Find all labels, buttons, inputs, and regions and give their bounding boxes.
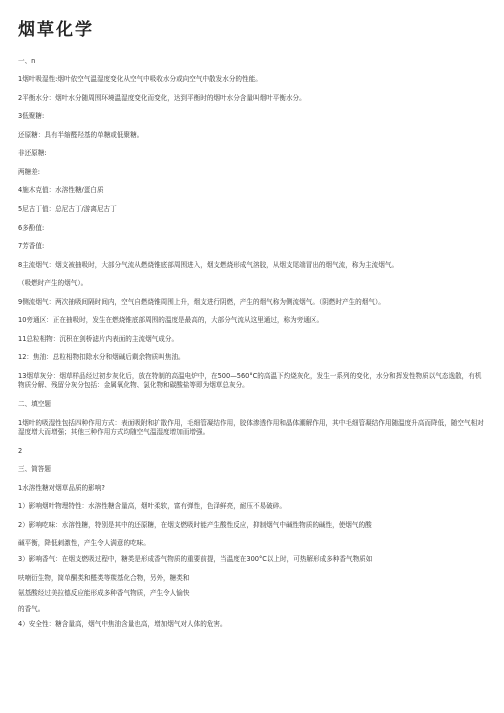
paragraph: 6多酚值: <box>18 223 45 232</box>
paragraph: 呋喃衍生物，简单酮类和醛类等羰基化合物，另外，糖类和 <box>18 573 190 582</box>
paragraph: 二、填空题 <box>18 400 51 409</box>
paragraph: 2平衡水分：烟叶水分随周围环境温湿度变化而变化，达到平衡时的烟叶水分含量叫烟叶平衡水分。 <box>18 93 306 102</box>
paragraph: 1）影响烟叶物理特性：水溶性糖含量高，烟叶柔软，富有弹性，色泽鲜亮，耐压不易破碎。 <box>18 502 286 511</box>
paragraph: 13烟草灰分：烟草样品经过初步灰化后，放在特制的高温电炉中，在500—560°C的高温下灼烧灰化，发生一系列的变化，水分和挥发性物质以气态逸散，有机物质分解、残留分灰分包括：金属氧化物、氯化物和碳酸盐等即为烟草总灰分。 <box>18 371 482 390</box>
paragraph: 1烟叶吸湿性:烟叶依空气温湿度变化从空气中吸收水分或向空气中散发水分的性能。 <box>18 75 262 84</box>
paragraph: 一、n <box>18 56 36 65</box>
paragraph: 8主流烟气：烟支被抽吸时，大部分气流从燃烧锥底部周围进入，烟支燃烧形成气溶胶，从烟支尾端冒出的烟气流，称为主流烟气。 <box>18 260 399 269</box>
paragraph: 1烟叶的吸湿性包括四种作用方式：表面吸附和扩散作用，毛细管凝结作用，胶体渗透作用和晶体潮解作用，其中毛细管凝结作用随温度升高而降低，随空气相对湿度增大而增强；其他三种作用方式均随空气温湿度增加而增强。 <box>18 418 484 437</box>
paragraph: 12：焦油：总粒相物扣除水分和烟碱后剩余物质叫焦油。 <box>18 353 185 362</box>
paragraph: 的香气。 <box>18 604 45 613</box>
paragraph: 2）影响吃味：水溶性糖，特别是其中的还原糖，在烟支燃吸时能产生酸性反应，抑制烟气中碱性物质的碱性，使烟气的酸 <box>18 520 372 529</box>
paragraph: 2 <box>18 446 23 455</box>
paragraph: 7芳香值: <box>18 242 45 251</box>
paragraph: 两糖差: <box>18 167 41 176</box>
paragraph: 三、简答题 <box>18 465 51 474</box>
paragraph: 9侧流烟气：两次抽吸间隔时间内，空气自燃烧锥周围上升，烟支进行阴燃，产生的烟气称为侧流烟气。（阴燃时产生的烟气）。 <box>18 297 385 306</box>
paragraph: 1水溶性糖对烟草品质的影响? <box>18 483 105 492</box>
paragraph: 4施木克值：水溶性糖/蛋白质 <box>18 186 104 195</box>
paragraph: 非还原糖: <box>18 149 47 158</box>
paragraph: 3）影响香气：在烟支燃吸过程中，糖类是形成香气物质的重要前提，当温度在300°C以上时，可热解形成多种香气物质如 <box>18 554 373 563</box>
paragraph: （吸燃时产生的烟气）。 <box>18 279 88 288</box>
paragraph: 10旁通区：正在抽吸时，发生在燃烧锥底部周围的温度是最高的，大部分气流从这里通过，称为旁通区。 <box>18 316 324 325</box>
paragraph: 5尼古丁值：总尼古丁/游离尼古丁 <box>18 205 117 214</box>
paragraph: 氨基酸经过美拉德反应能形成多种香气物质，产生令人愉快 <box>18 589 190 598</box>
document-body <box>18 57 486 630</box>
paragraph: 碱平衡，降低刺激性，产生令人满意的吃味。 <box>18 539 150 548</box>
paragraph: 3低聚糖: <box>18 112 45 121</box>
paragraph: 4）安全性：糖含量高，烟气中焦油含量也高，增加烟气对人体的危害。 <box>18 620 227 629</box>
paragraph: 11总粒相物：沉积在剑桥滤片内表面的主流烟气成分。 <box>18 334 179 343</box>
paragraph: 还原糖：具有半缩醛羟基的单糖或低聚糖。 <box>18 130 144 139</box>
document-title: 烟草化学 <box>18 20 94 40</box>
